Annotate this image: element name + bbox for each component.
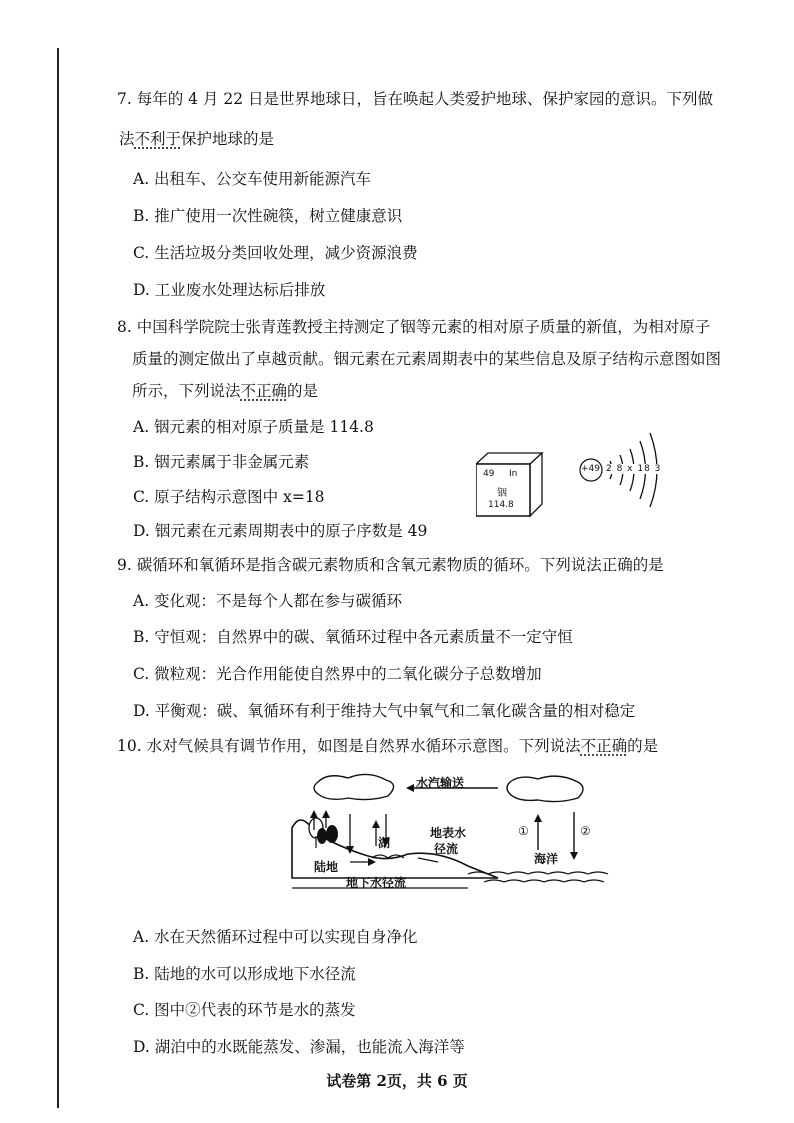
q7-option-c: C. 生活垃圾分类回收处理，减少资源浪费 — [133, 244, 418, 262]
element-symbol: In — [509, 469, 518, 479]
q7-stem-line1: 7. 每年的 4 月 22 日是世界地球日，旨在唤起人类爱护地球、保护家园的意识。下列做 — [117, 90, 714, 108]
q10-stem: 10. 水对气候具有调节作用，如图是自然界水循环示意图。下列说法不正确的是 — [117, 737, 659, 755]
q7-option-d: D. 工业废水处理达标后排放 — [133, 281, 326, 299]
q10-option-b: B. 陆地的水可以形成地下水径流 — [133, 965, 356, 983]
q9-option-c: C. 微粒观：光合作用能使自然界中的二氧化碳分子总数增加 — [133, 665, 542, 683]
atom-structure-diagram — [578, 425, 668, 515]
label-land: 陆地 — [314, 860, 339, 874]
marker-1: ① — [518, 824, 529, 838]
element-number: 49 — [483, 469, 495, 479]
q7-option-a: A. 出租车、公交车使用新能源汽车 — [133, 170, 372, 188]
emphasis-dots: 不正确 — [240, 382, 288, 400]
label-ocean: 海洋 — [534, 852, 559, 866]
q8-stem-line2: 质量的测定做出了卓越贡献。铟元素在元素周期表中的某些信息及原子结构示意图如图 — [132, 350, 722, 368]
emphasis-dots: 不正确 — [580, 737, 628, 755]
emphasis-dots: 不利于 — [134, 130, 182, 148]
atom-nucleus: +49 — [581, 464, 600, 474]
q10-option-a: A. 水在天然循环过程中可以实现自身净化 — [133, 928, 418, 946]
q8-stem-line1: 8. 中国科学院院士张青莲教授主持测定了铟等元素的相对原子质量的新值，为相对原子 — [117, 318, 711, 336]
q8-option-b: B. 铟元素属于非金属元素 — [133, 453, 310, 471]
q7-option-b: B. 推广使用一次性碗筷，树立健康意识 — [133, 207, 403, 225]
element-cell-indium — [476, 452, 542, 516]
q7-stem-line2: 法不利于保护地球的是 — [119, 130, 275, 148]
element-box-outline — [476, 452, 546, 522]
atom-shell-counts: 2 8 x 18 3 — [606, 464, 662, 474]
q8-option-a: A. 铟元素的相对原子质量是 114.8 — [133, 418, 374, 436]
marker-2: ② — [580, 824, 591, 838]
element-mass: 114.8 — [488, 500, 514, 510]
q8-option-d: D. 铟元素在元素周期表中的原子序数是 49 — [133, 522, 428, 540]
label-surface-water: 地表水 — [430, 826, 467, 840]
element-name: 铟 — [497, 488, 507, 499]
q8-option-c: C. 原子结构示意图中 x=18 — [133, 488, 325, 506]
q10-option-c: C. 图中②代表的环节是水的蒸发 — [133, 1001, 356, 1019]
page-footer: 试卷第 2页，共 6 页 — [326, 1072, 468, 1090]
q8-stem-line3: 所示，下列说法不正确的是 — [132, 382, 319, 400]
label-groundwater-runoff: 地下水径流 — [346, 876, 407, 890]
label-runoff: 径流 — [434, 842, 459, 856]
q9-stem: 9. 碳循环和氧循环是指含碳元素物质和含氧元素物质的循环。下列说法正确的是 — [117, 556, 664, 574]
water-cycle-diagram — [288, 770, 618, 890]
label-vapor-transport: 水汽输送 — [416, 776, 465, 790]
label-lake: 湖 — [378, 836, 391, 850]
q9-option-b: B. 守恒观：自然界中的碳、氧循环过程中各元素质量不一定守恒 — [133, 628, 573, 646]
q9-option-d: D. 平衡观：碳、氧循环有利于维持大气中氧气和二氧化碳含量的相对稳定 — [133, 702, 636, 720]
q9-option-a: A. 变化观：不是每个人都在参与碳循环 — [133, 592, 403, 610]
q10-option-d: D. 湖泊中的水既能蒸发、渗漏，也能流入海洋等 — [133, 1038, 465, 1056]
binding-margin-line — [57, 48, 59, 1108]
